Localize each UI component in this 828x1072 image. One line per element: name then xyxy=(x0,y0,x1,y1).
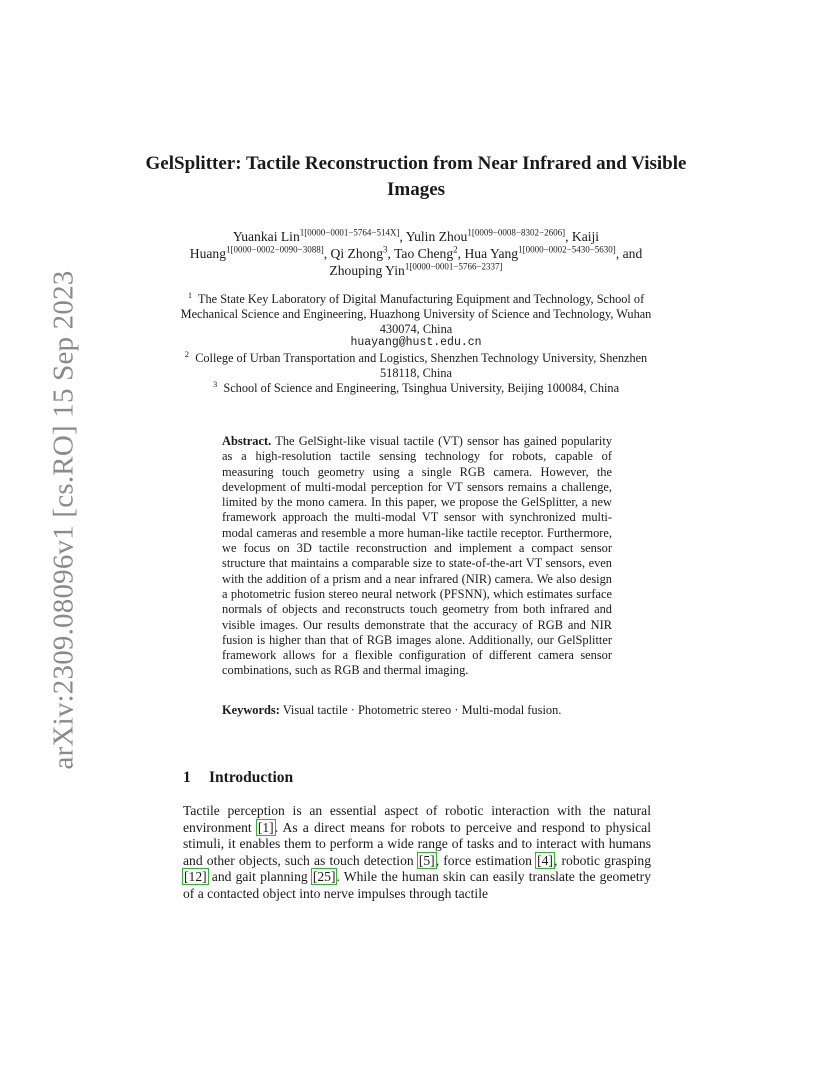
author-name: Yulin Zhou xyxy=(405,229,468,244)
citation-link[interactable]: [4] xyxy=(537,852,553,868)
affiliation-1 xyxy=(180,289,652,336)
author-affiliation-orcid: 1[0000−0001−5764−514X] xyxy=(299,227,400,238)
author-name: Tao Cheng xyxy=(394,246,454,261)
affiliation-1-text: The State Key Laboratory of Digital Manufacturing Equipment and Technology, School of Mechanical Science and Engineering, Huazhong University of Science and Technology, Wuhan 430074, China xyxy=(180,292,652,336)
affiliations xyxy=(180,289,652,396)
author-affiliation-orcid: 1[0000−0002−0090−3088] xyxy=(226,244,324,255)
citation-link[interactable]: [5] xyxy=(418,852,435,868)
affiliation-3-text: School of Science and Engineering, Tsinghua University, Beijing 100084, China xyxy=(223,380,620,395)
author-list xyxy=(180,228,652,279)
affiliation-1-number: 1 xyxy=(187,289,193,300)
intro-text-1: Tactile perception is an essential aspect of robotic interaction with the natural environment xyxy=(183,803,651,835)
author-affiliation-orcid: 1[0000−0001−5766−2337] xyxy=(404,261,503,272)
intro-text-3: , force estimation xyxy=(435,852,537,868)
keywords-text: Visual tactile · Photometric stereo · Multi-modal fusion. xyxy=(282,703,562,717)
corresponding-email[interactable]: huayang@hust.edu.cn xyxy=(350,336,482,350)
keywords xyxy=(222,703,612,718)
section-number: 1 xyxy=(183,769,191,786)
section-heading xyxy=(183,769,293,787)
citation-link[interactable]: [25] xyxy=(312,869,336,884)
citation-link[interactable]: [12] xyxy=(184,869,207,884)
author-name: Hua Yang xyxy=(464,246,519,261)
intro-text-6: . While the human skin can easily translate the geometry of a contacted object into nerve impulses through tactile xyxy=(183,869,651,901)
arxiv-identifier: arXiv:2309.08096v1 [cs.RO] 15 Sep 2023 xyxy=(47,270,80,770)
affiliation-2 xyxy=(180,351,652,381)
author-name: Yuankai Lin xyxy=(232,229,300,244)
author-name: Qi Zhong xyxy=(330,246,384,261)
abstract-label: Abstract. xyxy=(222,434,272,448)
author-separator: , and xyxy=(615,246,643,261)
intro-text-4: , robotic grasping xyxy=(553,852,651,868)
author-separator: , xyxy=(399,229,406,244)
section-title: Introduction xyxy=(209,769,294,786)
author-affiliation-orcid: 2 xyxy=(453,244,458,255)
intro-paragraph xyxy=(183,803,651,902)
author-separator: , xyxy=(457,246,465,261)
affiliation-2-text: College of Urban Transportation and Logistics, Shenzhen Technology University, Shenzhen 518118, China xyxy=(195,351,648,380)
keywords-label: Keywords: xyxy=(222,703,280,717)
affiliation-3 xyxy=(180,378,652,396)
author-separator: , xyxy=(565,229,572,244)
intro-text-5: and gait planning xyxy=(207,869,312,884)
author-name: Zhouping Yin xyxy=(329,263,405,278)
author-affiliation-orcid: 1[0000−0002−5430−5630] xyxy=(518,244,616,255)
author-separator: , xyxy=(387,246,395,261)
affiliation-2-number: 2 xyxy=(184,349,190,360)
intro-text-2: . As a direct means for robots to perceive and respond to physical stimuli, it enables them to perform a wide range of tasks and to interact with humans and other objects, such as touch detection xyxy=(183,819,651,868)
abstract xyxy=(222,434,612,679)
citation-link[interactable]: [1] xyxy=(257,819,274,835)
affiliation-3-number: 3 xyxy=(212,378,218,389)
paper-title: GelSplitter: Tactile Reconstruction from Near Infrared and Visible Images xyxy=(145,153,687,200)
author-affiliation-orcid: 1[0009−0008−8302−2606] xyxy=(467,227,566,238)
abstract-text: The GelSight-like visual tactile (VT) sensor has gained popularity as a high-resolution tactile sensing technology for robots, capable of measuring touch geometry using a single RGB camera. However, the development of multi-modal perception for VT sensors remains a challenge, limited by the mono camera. In this paper, we propose the GelSplitter, a new framework approach the multi-modal VT sensor with synchronized multi-modal cameras and resemble a more human-like tactile receptor. Furthermore, we focus on 3D tactile reconstruction and implement a compact sensor structure that maintains a comparable size to state-of-the-art VT sensors, even with the addition of a prism and a near infrared (NIR) camera. We also design a photometric fusion stereo neural network (PFSNN), which estimates surface normals of objects and reconstructs touch geometry from both infrared and visible images. Our results demonstrate that the accuracy of RGB and NIR fusion is higher than that of RGB images alone. Additionally, our GelSplitter framework allows for a flexible configuration of different camera sensor combinations, such as RGB and thermal imaging. xyxy=(222,434,613,678)
author-separator: , xyxy=(323,246,331,261)
author-affiliation-orcid: 3 xyxy=(383,244,388,255)
author-name: Kaiji Huang xyxy=(189,229,600,261)
